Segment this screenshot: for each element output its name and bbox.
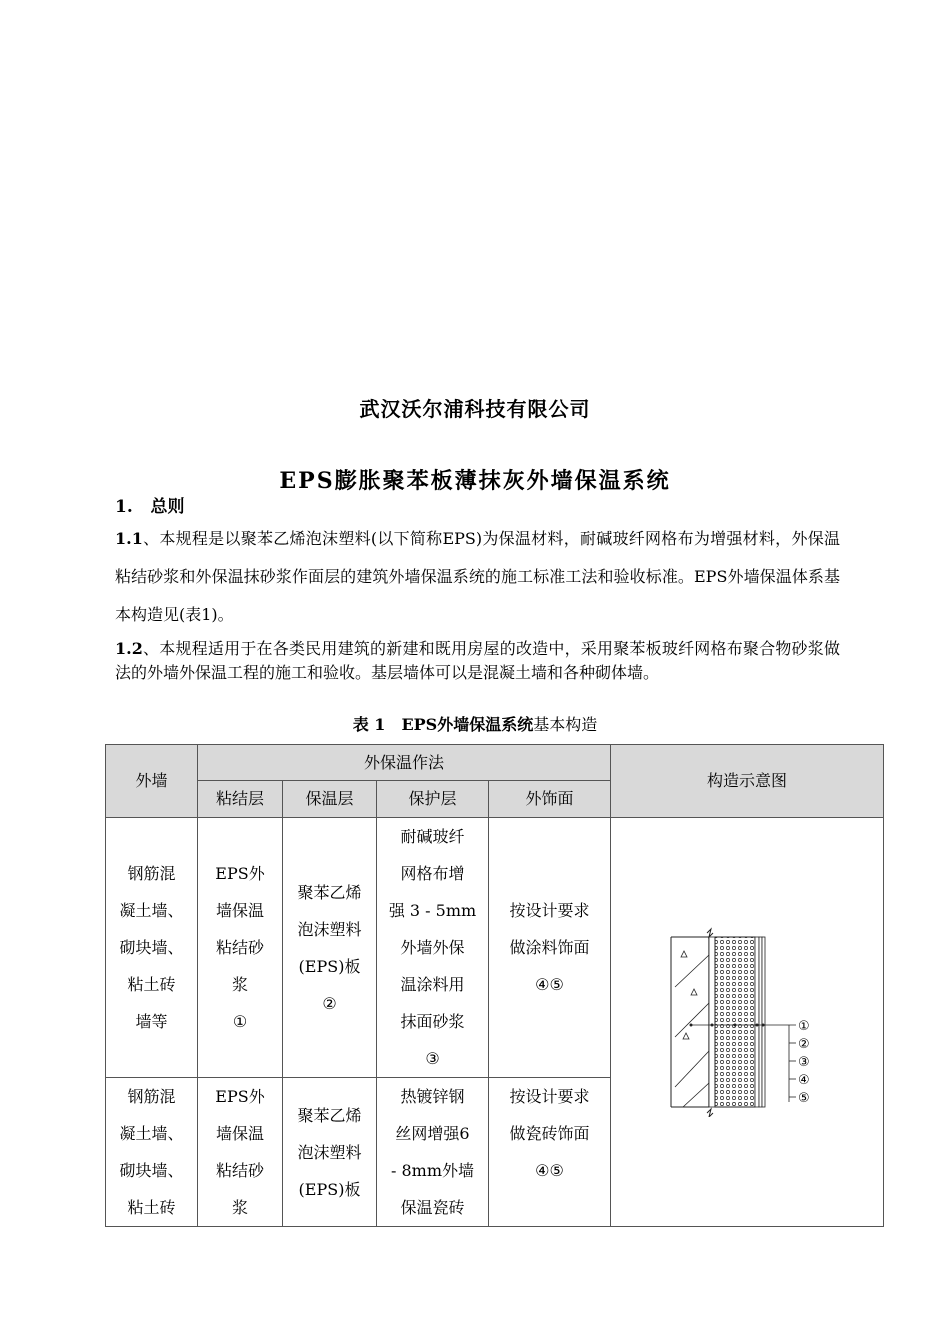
subheader-finish: 外饰面 [489, 781, 611, 818]
document-title: EPS膨胀聚苯板薄抹灰外墙保温系统 [279, 468, 671, 494]
section-title: 总则 [150, 497, 185, 517]
paragraph-number: 1.2 [115, 639, 143, 658]
cell-adhesive: EPS外 墙保温 粘结砂 浆 ① [198, 818, 283, 1078]
table-row [106, 818, 884, 1078]
cell-insulation: 聚苯乙烯 泡沫塑料 (EPS)板 [283, 1078, 377, 1227]
diagram-label-4: ④ [798, 1073, 810, 1088]
table-caption-suffix: 基本构造 [533, 715, 598, 734]
header-wall: 外墙 [106, 745, 198, 818]
diagram-label-5: ⑤ [798, 1091, 810, 1106]
table-caption [0, 712, 950, 735]
diagram-label-2: ② [798, 1037, 810, 1052]
structure-table [105, 744, 884, 1227]
cell-protection: 热镀锌钢 丝网增强6 - 8mm外墙 保温瓷砖 [377, 1078, 489, 1227]
cell-protection: 耐碱玻纤 网格布增 强 3 - 5mm 外墙外保 温涂料用 抹面砂浆 ③ [377, 818, 489, 1078]
cell-finish: 按设计要求 做瓷砖饰面 ④⑤ [489, 1078, 611, 1227]
cell-diagram [611, 818, 884, 1227]
section-number: 1. [115, 497, 133, 517]
cell-finish: 按设计要求 做涂料饰面 ④⑤ [489, 818, 611, 1078]
paragraph-text: 、本规程适用于在各类民用建筑的新建和既用房屋的改造中，采用聚苯板玻纤网格布聚合物砂浆做法的外墙外保温工程的施工和验收。基层墙体可以是混凝土墙和各种砌体墙。 [115, 639, 840, 682]
diagram-label-1: ① [798, 1019, 810, 1034]
cell-insulation: 聚苯乙烯 泡沫塑料 (EPS)板 ② [283, 818, 377, 1078]
section-heading [115, 492, 185, 517]
cell-wall: 钢筋混 凝土墙、 砌块墙、 粘土砖 [106, 1078, 198, 1227]
paragraph-text: 、本规程是以聚苯乙烯泡沫塑料(以下简称EPS)为保温材料，耐碱玻纤网格布为增强材料，外保温粘结砂浆和外保温抹砂浆作面层的建筑外墙保温系统的施工标准工法和验收标准。EPS外墙保温体系基本构造见(表1)。 [115, 529, 840, 624]
paragraph-number: 1.1 [115, 529, 143, 548]
company-name: 武汉沃尔浦科技有限公司 [359, 397, 591, 421]
table-caption-label: 表 1 EPS外墙保温系统 [352, 715, 534, 734]
paragraph-1-2 [115, 637, 840, 685]
diagram-label-3: ③ [798, 1055, 810, 1070]
subheader-adhesive: 粘结层 [198, 781, 283, 818]
paragraph-1-1 [115, 520, 840, 634]
subheader-protection: 保护层 [377, 781, 489, 818]
wall-section-diagram [611, 927, 884, 1117]
header-method: 外保温作法 [198, 745, 611, 781]
header-diagram: 构造示意图 [611, 745, 884, 818]
cell-wall: 钢筋混 凝土墙、 砌块墙、 粘土砖 墙等 [106, 818, 198, 1078]
cell-adhesive: EPS外 墙保温 粘结砂 浆 [198, 1078, 283, 1227]
subheader-insulation: 保温层 [283, 781, 377, 818]
